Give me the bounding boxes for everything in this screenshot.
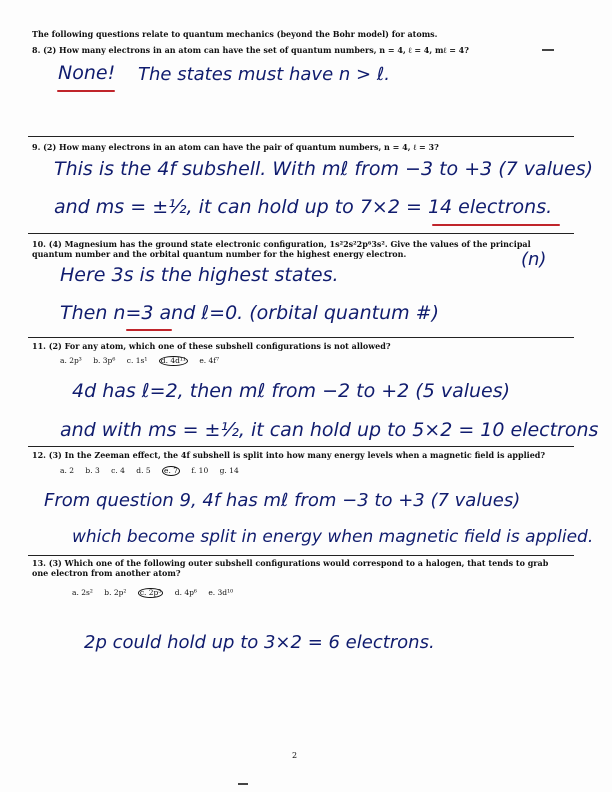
q11-option-a: a. 2p³ — [60, 356, 82, 365]
q11-options — [60, 356, 228, 366]
divider — [28, 233, 574, 234]
q13-option-b: b. 2p² — [104, 588, 127, 597]
q11-answer-line2: and with ms = ±½, it can hold up to 5×2 = 10 electrons — [60, 419, 599, 441]
q12-option-d: d. 5 — [136, 466, 151, 475]
q8-text: 8. (2) How many electrons in an atom can have the set of quantum numbers, n = 4, ℓ = 4, mℓ = 4? — [32, 45, 469, 55]
q13-option-d: d. 4p⁶ — [174, 588, 197, 597]
q13-text-line2: one electron from another atom? — [32, 568, 181, 578]
intro-text: The following questions relate to quantum mechanics (beyond the Bohr model) for atoms. — [32, 29, 438, 39]
q9-underline — [432, 224, 560, 226]
q13-text-line1: 13. (3) Which one of the following outer subshell configurations would correspond to a halogen, that tends to grab — [32, 558, 549, 568]
divider — [28, 337, 574, 338]
q13-answer: 2p could hold up to 3×2 = 6 electrons. — [84, 632, 435, 653]
q10-answer-line2: Then n=3 and ℓ=0. (orbital quantum #) — [60, 302, 439, 324]
q12-option-a: a. 2 — [60, 466, 75, 475]
page-number: 2 — [292, 751, 298, 760]
q8-answer-b: The states must have n > ℓ. — [138, 64, 390, 85]
q11-text: 11. (2) For any atom, which one of these subshell configurations is not allowed? — [32, 341, 391, 351]
q11-option-e: e. 4f⁷ — [199, 356, 220, 365]
divider — [28, 446, 574, 447]
divider — [28, 555, 574, 556]
q12-option-g: g. 14 — [219, 466, 239, 475]
divider — [28, 136, 574, 137]
q13-option-a: a. 2s² — [72, 588, 93, 597]
q12-option-c: c. 4 — [111, 466, 125, 475]
q11-answer-line1: 4d has ℓ=2, then mℓ from −2 to +2 (5 values) — [72, 380, 511, 402]
scan-mark — [542, 49, 554, 51]
q11-option-c: c. 1s¹ — [126, 356, 148, 365]
q10-underline — [126, 329, 172, 331]
q12-option-e-circled: e. 7 — [164, 466, 178, 475]
q10-text-line1: 10. (4) Magnesium has the ground state electronic configuration, 1s²2s²2p⁶3s². Give the values of the principal — [32, 239, 531, 249]
q11-option-b: b. 3p⁶ — [93, 356, 116, 365]
q11-option-d-circled: d. 4d¹¹ — [160, 356, 186, 365]
q13-options — [72, 588, 242, 598]
q10-answer-line1: Here 3s is the highest states. — [60, 264, 339, 286]
q9-answer-line2: and ms = ±½, it can hold up to 7×2 = 14 electrons. — [54, 196, 553, 218]
q8-answer-a: None! — [58, 62, 116, 84]
q12-answer-line2: which become split in energy when magnetic field is applied. — [72, 527, 594, 547]
q12-option-b: b. 3 — [85, 466, 100, 475]
q10-text-line2: quantum number and the orbital quantum number for the highest energy electron. — [32, 249, 407, 259]
q13-option-c-circled: c. 2p⁵ — [139, 588, 162, 597]
q13-option-e: e. 3d¹⁰ — [208, 588, 234, 597]
q9-answer-line1: This is the 4f subshell. With mℓ from −3 to +3 (7 values) — [54, 158, 594, 180]
q12-answer-line1: From question 9, 4f has mℓ from −3 to +3 (7 values) — [44, 490, 521, 511]
q8-underline — [57, 90, 115, 92]
q10-note: (n) — [521, 249, 547, 270]
q12-option-f: f. 10 — [191, 466, 209, 475]
q12-options — [60, 466, 248, 476]
q12-text: 12. (3) In the Zeeman effect, the 4f subshell is split into how many energy levels when a magnetic field is applied? — [32, 450, 546, 460]
q9-text: 9. (2) How many electrons in an atom can have the pair of quantum numbers, n = 4, ℓ = 3? — [32, 142, 439, 152]
scan-mark — [238, 783, 248, 785]
